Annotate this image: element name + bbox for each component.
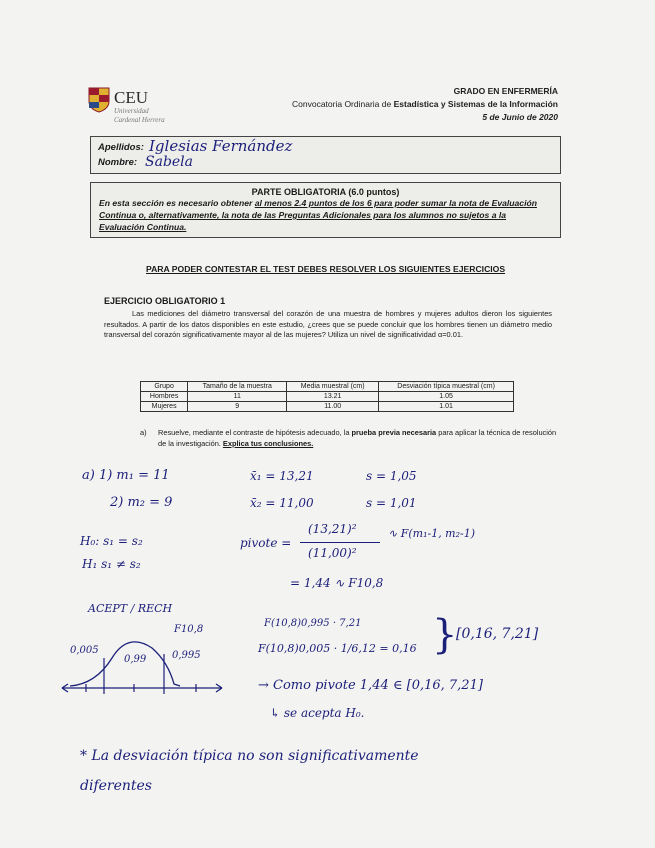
logo-name: CEU bbox=[114, 88, 148, 107]
table-header: Tamaño de la muestra bbox=[188, 382, 287, 392]
hw-f-label: F10,8 bbox=[174, 624, 204, 635]
hw-pivote-label: pivote = bbox=[240, 536, 292, 550]
table-header: Desviación típica muestral (cm) bbox=[379, 382, 514, 392]
logo-sub-line-1: Universidad bbox=[114, 107, 149, 115]
degree-title: GRADO EN ENFERMERÍA bbox=[453, 86, 558, 96]
exam-header bbox=[240, 85, 558, 124]
apellidos-value: Iglesias Fernández bbox=[149, 137, 293, 155]
convocatoria: Convocatoria Ordinaria de Estadística y Sistemas de la Información bbox=[292, 99, 558, 109]
table-row bbox=[141, 392, 514, 402]
hw-accept-reject: ACEPT / RECH bbox=[88, 602, 173, 615]
table-header-row bbox=[141, 382, 514, 392]
hw-conclusion-1: * La desviación típica no son significativamente bbox=[80, 748, 419, 764]
parte-obligatoria-box bbox=[90, 182, 561, 238]
ceu-crest-icon bbox=[88, 87, 110, 113]
hw-h0: H₀: s₁ = s₂ bbox=[80, 534, 143, 548]
question-a-label: a) bbox=[140, 428, 147, 437]
table-cell: 11.00 bbox=[287, 402, 379, 412]
logo-subtitle bbox=[114, 107, 194, 125]
hw-como-pivote: → Como pivote 1,44 ∈ [0,16, 7,21] bbox=[258, 678, 483, 693]
exercise-title: EJERCICIO OBLIGATORIO 1 bbox=[104, 296, 226, 306]
university-logo bbox=[88, 87, 178, 123]
hw-line-2c: s = 1,01 bbox=[366, 496, 417, 510]
question-a-text: Resuelve, mediante el contraste de hipótesis adecuado, la prueba previa necesaria para aplicar la técnica de resolución de la investigación. Explica tus conclusiones. bbox=[158, 428, 557, 448]
hw-distribution: ∿ F(m₁-1, m₂-1) bbox=[388, 527, 476, 540]
hw-result: = 1,44 ∿ F10,8 bbox=[290, 576, 384, 590]
table-cell: 9 bbox=[188, 402, 287, 412]
parte-body: En esta sección es necesario obtener al menos 2.4 puntos de los 6 para poder sumar la nota de Evaluación Continua o, alternativamente, la nota de las Preguntas Adicionales para los alumnos no sujetos a la Evaluación Continua. bbox=[99, 198, 537, 232]
table-cell: Mujeres bbox=[141, 402, 188, 412]
hw-line-2a: 2) m₂ = 9 bbox=[110, 495, 173, 510]
table-cell: 13.21 bbox=[287, 392, 379, 402]
hw-line-1b: x̄₁ = 13,21 bbox=[250, 469, 314, 483]
hw-line-2b: x̄₂ = 11,00 bbox=[250, 496, 314, 510]
exercise-statement: Las mediciones del diámetro transversal del corazón de una muestra de hombres y mujeres adultos dieron los siguientes resultados. A partir de los datos disponibles en este estudio, ¿crees que se puede concluir que los hombres tienen un diámetro medio transversal del corazón significativamente mayor al de las mujeres? Utiliza un nivel de significatividad α=0.01. bbox=[104, 309, 552, 339]
table-header: Grupo bbox=[141, 382, 188, 392]
hw-distribution-sketch bbox=[56, 628, 226, 698]
hw-f-upper: F(10,8)0,995 · 7,21 bbox=[264, 618, 362, 629]
hw-line-1a: a) 1) m₁ = 11 bbox=[82, 468, 170, 483]
table-cell: 1.05 bbox=[379, 392, 514, 402]
hw-h1: H₁ s₁ ≠ s₂ bbox=[82, 557, 141, 571]
hw-interval: [0,16, 7,21] bbox=[456, 626, 539, 642]
hw-right-prob: 0,995 bbox=[172, 650, 201, 661]
hw-line-1c: s = 1,05 bbox=[366, 469, 417, 483]
logo-sub-line-2: Cardenal Herrera bbox=[114, 116, 165, 124]
apellidos-label: Apellidos: bbox=[98, 142, 144, 153]
hw-mid-prob: 0,99 bbox=[124, 654, 147, 665]
test-instruction: PARA PODER CONTESTAR EL TEST DEBES RESOLVER LOS SIGUIENTES EJERCICIOS bbox=[146, 264, 506, 274]
hw-conclusion-2: diferentes bbox=[80, 778, 152, 794]
table-cell: Hombres bbox=[141, 392, 188, 402]
exam-date: 5 de Junio de 2020 bbox=[482, 112, 558, 122]
student-name-box bbox=[90, 136, 561, 174]
hw-brace: } bbox=[432, 612, 458, 658]
table-cell: 11 bbox=[188, 392, 287, 402]
data-table bbox=[140, 381, 514, 412]
hw-fraction-bar bbox=[300, 542, 380, 543]
hw-f-lower: F(10,8)0,005 · 1/6,12 = 0,16 bbox=[258, 642, 417, 655]
hw-se-acepta: ↳ se acepta H₀. bbox=[270, 706, 365, 720]
table-header: Media muestral (cm) bbox=[287, 382, 379, 392]
table-row bbox=[141, 402, 514, 412]
table-cell: 1.01 bbox=[379, 402, 514, 412]
hw-denominator: (11,00)² bbox=[308, 546, 357, 560]
hw-left-prob: 0,005 bbox=[70, 645, 99, 656]
nombre-label: Nombre: bbox=[98, 157, 138, 168]
hw-numerator: (13,21)² bbox=[308, 522, 357, 536]
question-a bbox=[140, 428, 560, 449]
parte-title: PARTE OBLIGATORIA (6.0 puntos) bbox=[251, 187, 400, 197]
nombre-value: Sabela bbox=[145, 154, 194, 170]
